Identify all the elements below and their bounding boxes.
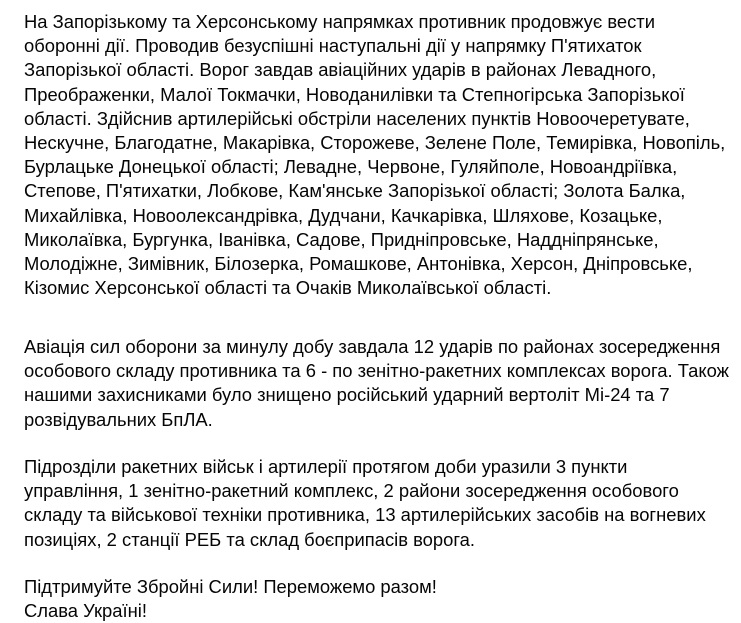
post-paragraph-support: Підтримуйте Збройні Сили! Переможемо разом! (24, 576, 437, 597)
post-closing-line: Слава Україні! (24, 600, 147, 622)
post-paragraph-zaporizhzhia-kherson: На Запорізькому та Херсонському напрямках противник продовжує вести оборонні дії. Проводив безуспішні наступальні дії у напрямку П'ятихаток Запорізької області. Ворог завдав авіаційних ударів в районах Левадного, Преображенки, Малої Токмачки, Новоданилівки та Степногірська Запорізької області. Здійснив артилерійські обстріли населених пунктів Новоочеретувате, Нескучне, Благодатне, Макарівка, Сторожеве, Зелене Поле, Темирівка, Новопіль, Бурлацьке Донецької області; Левадне, Червоне, Гуляйполе, Новоандріївка, Степове, П'ятихатки, Лобкове, Кам'янське Запорізької області; Золота Балка, Михайлівка, Новоолександрівка, Дудчани, Качкарівка, Шляхове, Козацьке, Миколаївка, Бургунка, Іванівка, Садове, Придніпровське, Наддніпрянське, Молодіжне, Зимівник, Білозерка, Ромашкове, Антонівка, Херсон, Дніпровське, Кізомис Херсонської області та Очаків Миколаївської області. (24, 11, 726, 299)
post-paragraph-artillery: Підрозділи ракетних військ і артилерії протягом доби уразили 3 пункти управління, 1 зенітно-ракетний комплекс, 2 райони зосередження особового складу та військової техніки противника, 13 артилерійських засобів на вогневих позиціях, 2 станції РЕБ та склад боєприпасів ворога. (24, 456, 706, 550)
post-paragraph-aviation: Авіація сил оборони за минулу добу завдала 12 ударів по районах зосередження особового складу противника та 6 - по зенітно-ракетних комплексах ворога. Також нашими захисниками було знищено російський ударний вертоліт Мі-24 та 7 розвідувальних БпЛА. (24, 336, 729, 430)
